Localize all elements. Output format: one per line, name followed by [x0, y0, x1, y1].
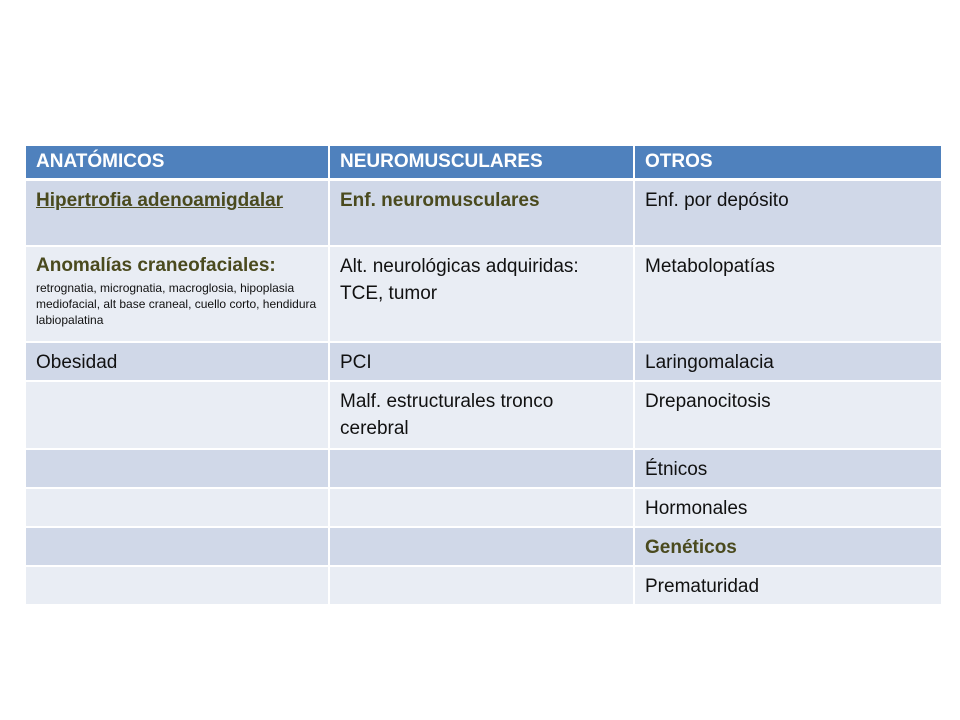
table-row: [26, 567, 941, 606]
cell-neuromusculares: [330, 528, 635, 567]
cell-anatomicos: [26, 181, 330, 247]
cell-neuromusculares: [330, 247, 635, 343]
cell-otros: [635, 382, 941, 450]
cell-text: Anomalías craneofaciales:: [36, 255, 276, 276]
cell-neuromusculares: [330, 567, 635, 606]
cell-otros: [635, 450, 941, 489]
cell-anatomicos: [26, 382, 330, 450]
header-otros: OTROS: [635, 146, 941, 181]
cell-text: Étnicos: [645, 459, 708, 480]
cell-text: Enf. por depósito: [645, 190, 789, 211]
cell-text: Malf. estructurales tronco cerebral: [340, 391, 554, 439]
cell-otros: [635, 489, 941, 528]
table-row: [26, 343, 941, 382]
classification-table: [26, 146, 941, 606]
cell-anatomicos: [26, 343, 330, 382]
cell-text: Alt. neurológicas adquiridas: TCE, tumor: [340, 256, 579, 304]
cell-otros: [635, 528, 941, 567]
table-row: [26, 528, 941, 567]
cell-neuromusculares: [330, 489, 635, 528]
cell-text: Drepanocitosis: [645, 391, 771, 412]
cell-text: Obesidad: [36, 352, 118, 373]
cell-anatomicos: [26, 489, 330, 528]
table-row: [26, 382, 941, 450]
cell-text: PCI: [340, 352, 372, 373]
cell-note: retrognatia, micrognatia, macroglosia, hipoplasia mediofacial, alt base craneal, cuello corto, hendidura labiopalatina: [36, 281, 317, 327]
cell-anatomicos: [26, 247, 330, 343]
cell-text: Hipertrofia adenoamigdalar: [36, 190, 284, 211]
cell-otros: [635, 181, 941, 247]
table-row: [26, 181, 941, 247]
table-row: [26, 489, 941, 528]
cell-text: Hormonales: [645, 498, 748, 519]
table-row: [26, 450, 941, 489]
cell-neuromusculares: [330, 382, 635, 450]
cell-text: Prematuridad: [645, 576, 760, 597]
table-row: [26, 247, 941, 343]
cell-text: Laringomalacia: [645, 352, 774, 373]
cell-anatomicos: [26, 450, 330, 489]
header-anatomicos: ANATÓMICOS: [26, 146, 330, 181]
cell-otros: [635, 343, 941, 382]
cell-neuromusculares: [330, 343, 635, 382]
cell-otros: [635, 247, 941, 343]
header-neuromusculares: NEUROMUSCULARES: [330, 146, 635, 181]
cell-text: Genéticos: [645, 537, 737, 558]
cell-text: Metabolopatías: [645, 256, 775, 277]
cell-neuromusculares: [330, 450, 635, 489]
cell-neuromusculares: [330, 181, 635, 247]
cell-anatomicos: [26, 528, 330, 567]
header-row: [26, 146, 941, 181]
cell-otros: [635, 567, 941, 606]
cell-text: Enf. neuromusculares: [340, 190, 540, 211]
cell-anatomicos: [26, 567, 330, 606]
